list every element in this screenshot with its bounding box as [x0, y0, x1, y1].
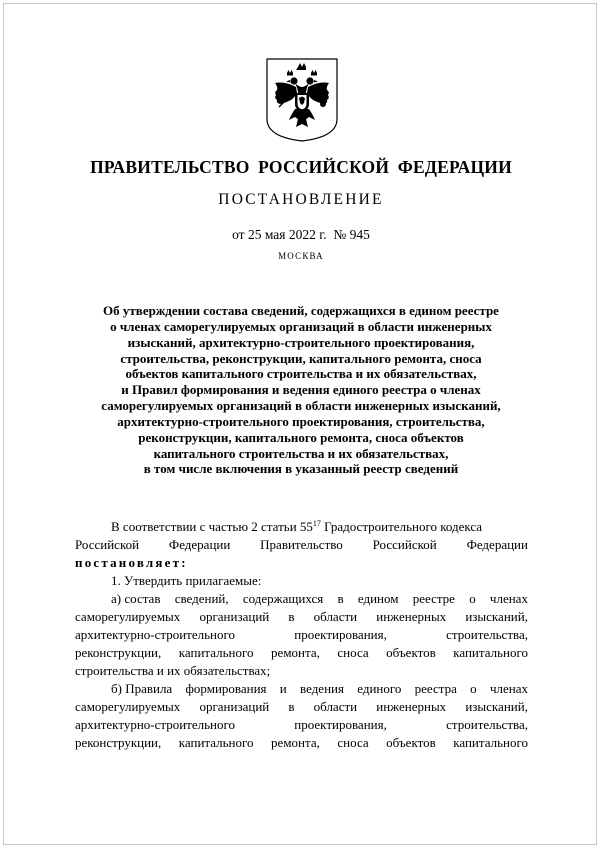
word: строительства, — [446, 627, 528, 642]
word: капитального — [453, 645, 528, 660]
word: формирования — [185, 681, 267, 696]
russian-coat-of-arms-icon — [265, 57, 339, 143]
word: б) Правила — [111, 681, 173, 696]
word: реестра — [414, 681, 457, 696]
title-line: архитектурно-строительного проектирования, строительства, — [117, 413, 485, 429]
item-a — [75, 590, 528, 680]
decree-date: от 25 мая 2022 г. — [232, 227, 327, 242]
word: реконструкции, — [75, 735, 162, 750]
word: саморегулируемых — [75, 609, 181, 624]
word: объектов — [386, 735, 436, 750]
word: Российской — [372, 537, 437, 552]
word: сведений, — [174, 591, 229, 606]
paragraph-line — [75, 626, 528, 644]
title-line: саморегулируемых организаций в области инженерных изысканий, — [101, 398, 501, 414]
title-line: строительства, реконструкции, капитального ремонта, сноса — [120, 350, 482, 366]
word: области — [313, 609, 358, 624]
word: реестре — [412, 591, 455, 606]
paragraph-line — [75, 608, 528, 626]
title-line: в том числе включения в указанный реестр сведений — [143, 461, 459, 477]
body-line-federation — [75, 536, 528, 554]
word: Федерации — [466, 537, 528, 552]
word: Федерации — [168, 537, 231, 552]
word: содержащихся — [242, 591, 324, 606]
paragraph-line — [75, 590, 528, 608]
word: членах — [489, 681, 528, 696]
paragraph-line — [75, 734, 528, 752]
title-line: объектов капитального строительства и их обязательствах, — [125, 366, 477, 382]
date-and-number — [0, 227, 602, 243]
word: изысканий, — [465, 609, 528, 624]
word: саморегулируемых — [75, 699, 181, 714]
decree-body — [75, 518, 528, 752]
word: членах — [489, 591, 528, 606]
word: объектов — [386, 645, 436, 660]
paragraph-line — [75, 644, 528, 662]
word: ремонта, — [271, 735, 320, 750]
word: капитального — [178, 645, 254, 660]
word: единого — [357, 681, 402, 696]
word: капитального — [178, 735, 254, 750]
word: в — [337, 591, 344, 606]
paragraph-line — [75, 716, 528, 734]
title-line: капитального строительства и их обязательствах, — [153, 445, 449, 461]
item-1: 1. Утвердить прилагаемые: — [111, 573, 262, 588]
word: инженерных — [376, 699, 447, 714]
word: о — [470, 681, 477, 696]
title-line: Об утверждении состава сведений, содержащихся в едином реестре — [103, 303, 499, 318]
title-line: реконструкции, капитального ремонта, сноса объектов — [138, 429, 464, 445]
word: проектирования, — [294, 627, 387, 642]
title-line: и Правил формирования и ведения единого реестра о членах — [121, 382, 481, 398]
word: едином — [357, 591, 399, 606]
paragraph-line — [75, 680, 528, 698]
word: в — [288, 699, 295, 714]
word: проектирования, — [294, 717, 387, 732]
word: сноса — [337, 645, 369, 660]
document-type: ПОСТАНОВЛЕНИЕ — [218, 191, 384, 208]
word: архитектурно-строительного — [75, 717, 236, 732]
word: Российской — [75, 537, 140, 552]
paragraph-line — [75, 698, 528, 716]
word: ремонта, — [271, 645, 320, 660]
word: строительства, — [446, 717, 528, 732]
word: в — [288, 609, 295, 624]
word: капитального — [453, 735, 528, 750]
decree-verb: постановляет: — [75, 555, 188, 570]
body-intro-line: В соответствии с частью 2 статьи $55^{17}$ Градостроительного кодекса — [111, 519, 483, 534]
paragraph-line: строительства и их обязательствах; — [75, 663, 271, 678]
item-b — [75, 680, 528, 752]
word: сноса — [337, 735, 369, 750]
decree-number: № 945 — [333, 227, 370, 242]
word: изысканий, — [465, 699, 528, 714]
word: организаций — [199, 609, 270, 624]
word: организаций — [199, 699, 270, 714]
word: а) состав — [111, 591, 161, 606]
city-name: МОСКВА — [278, 251, 324, 261]
word: архитектурно-строительного — [75, 627, 236, 642]
article-superscript: 17 — [312, 519, 321, 528]
word: и — [279, 681, 287, 696]
title-line: о членах саморегулируемых организаций в области инженерных — [110, 318, 492, 334]
word: области — [313, 699, 358, 714]
decree-title — [60, 303, 542, 477]
word: ведения — [300, 681, 344, 696]
word: инженерных — [376, 609, 447, 624]
word: Правительство — [260, 537, 343, 552]
title-line: изысканий, архитектурно-строительного проектирования, — [127, 334, 475, 350]
government-title: ПРАВИТЕЛЬСТВО РОССИЙСКОЙ ФЕДЕРАЦИИ — [90, 157, 512, 177]
word: о — [469, 591, 476, 606]
word: реконструкции, — [75, 645, 162, 660]
